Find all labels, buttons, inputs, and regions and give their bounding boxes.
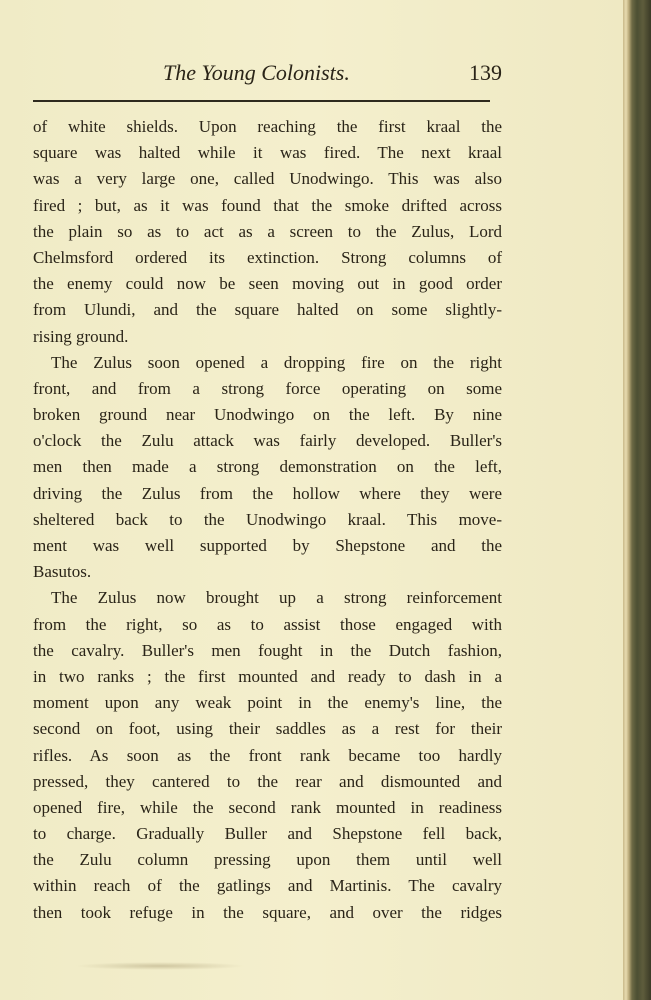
text-line: men then made a strong demonstration on the left, bbox=[33, 457, 502, 477]
text-line: from Ulundi, and the square halted on some slightly- bbox=[33, 300, 502, 320]
text-line: o'clock the Zulu attack was fairly developed. Buller's bbox=[33, 431, 502, 451]
text-line: Basutos. bbox=[33, 562, 92, 582]
text-line: opened fire, while the second rank mounted in readiness bbox=[33, 797, 502, 817]
book-spine-edge bbox=[623, 0, 651, 1000]
text-line: front, and from a strong force operating on some bbox=[33, 378, 502, 398]
text-line: to charge. Gradually Buller and Shepstone fell back, bbox=[33, 824, 502, 844]
text-line: in two ranks ; the first mounted and ready to dash in a bbox=[33, 666, 502, 686]
page-header bbox=[33, 58, 502, 88]
text-line: rising ground. bbox=[33, 326, 129, 346]
body-text bbox=[33, 114, 502, 926]
text-line: rifles. As soon as the front rank became too hardly bbox=[33, 745, 502, 765]
text-line: from the right, so as to assist those engaged with bbox=[33, 614, 502, 634]
text-line: within reach of the gatlings and Martinis. The cavalry bbox=[33, 876, 502, 896]
text-line: fired ; but, as it was found that the smoke drifted across bbox=[33, 195, 502, 215]
page-number: 139 bbox=[469, 60, 502, 85]
running-title: The Young Colonists. bbox=[163, 60, 350, 85]
text-line: moment upon any weak point in the enemy's line, the bbox=[33, 693, 502, 713]
text-line: then took refuge in the square, and over the ridges bbox=[33, 902, 502, 922]
text-line: was a very large one, called Unodwingo. This was also bbox=[33, 169, 502, 189]
text-line: driving the Zulus from the hollow where they were bbox=[33, 483, 502, 503]
text-line: The Zulus now brought up a strong reinforcement bbox=[51, 588, 502, 608]
page-smudge bbox=[75, 962, 245, 970]
text-line: broken ground near Unodwingo on the left. By nine bbox=[33, 405, 502, 425]
text-line: the Zulu column pressing upon them until well bbox=[33, 850, 502, 870]
text-line: of white shields. Upon reaching the first kraal the bbox=[33, 117, 502, 136]
text-line: second on foot, using their saddles as a rest for their bbox=[33, 719, 502, 739]
text-line: the enemy could now be seen moving out in good order bbox=[33, 274, 502, 294]
text-line: ment was well supported by Shepstone and the bbox=[33, 536, 502, 555]
text-line: Chelmsford ordered its extinction. Strong columns of bbox=[33, 247, 502, 267]
text-line: the plain so as to act as a screen to the Zulus, Lord bbox=[33, 221, 502, 241]
text-line: The Zulus soon opened a dropping fire on the right bbox=[51, 352, 502, 372]
header-rule bbox=[33, 100, 490, 102]
text-line: the cavalry. Buller's men fought in the Dutch fashion, bbox=[33, 640, 502, 660]
text-line: sheltered back to the Unodwingo kraal. This move- bbox=[33, 509, 502, 529]
text-line: square was halted while it was fired. The next kraal bbox=[33, 143, 502, 163]
text-line: pressed, they cantered to the rear and dismounted and bbox=[33, 771, 502, 791]
